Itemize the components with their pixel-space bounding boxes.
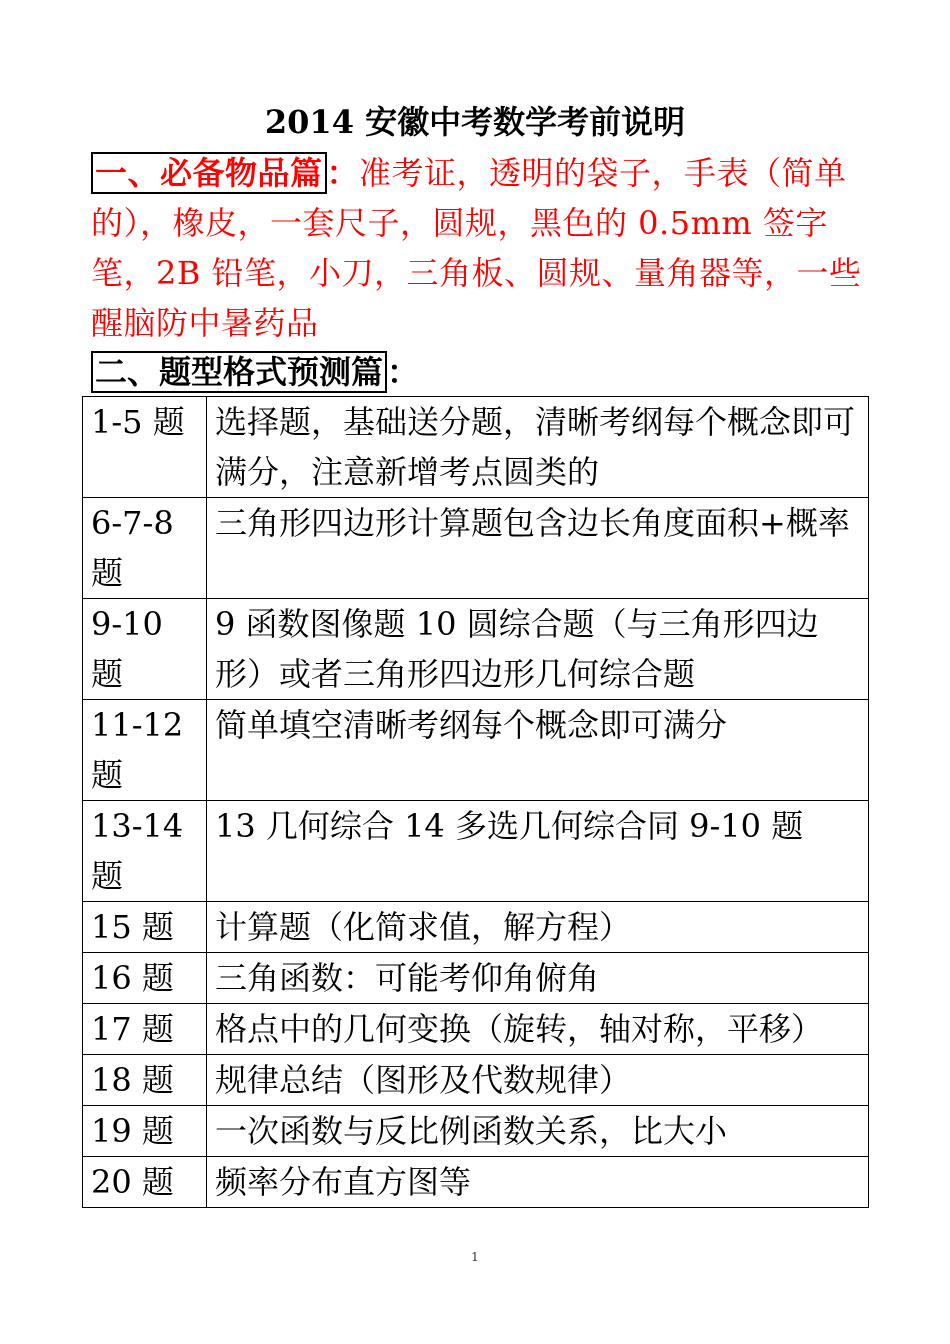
question-description-cell: 格点中的几何变换（旋转，轴对称，平移） — [207, 1004, 869, 1055]
question-description-cell: 频率分布直方图等 — [207, 1157, 869, 1208]
document-title: 2014 安徽中考数学考前说明 — [264, 103, 686, 141]
question-number-cell: 16 题 — [83, 953, 207, 1004]
question-description-cell: 规律总结（图形及代数规律） — [207, 1055, 869, 1106]
question-number-cell: 1-5 题 — [83, 397, 207, 498]
question-number-cell: 15 题 — [83, 902, 207, 953]
table-row — [83, 1055, 869, 1106]
question-number-cell: 13-14 题 — [83, 801, 207, 902]
question-description-cell: 13 几何综合 14 多选几何综合同 9-10 题 — [207, 801, 869, 902]
section-required-items-text: 准考证，透明的袋子，手表（简单的），橡皮，一套尺子，圆规，黑色的 0.5mm 签字笔，2B 铅笔，小刀，三角板、圆规、量角器等，一些醒脑防中暑药品 — [91, 154, 862, 342]
question-description-cell: 9 函数图像题 10 圆综合题（与三角形四边形）或者三角形四边形几何综合题 — [207, 599, 869, 700]
table-row — [83, 801, 869, 902]
table-row — [83, 599, 869, 700]
section-question-types — [91, 348, 419, 396]
question-number-cell: 18 题 — [83, 1055, 207, 1106]
table-row — [83, 1004, 869, 1055]
question-description-cell: 三角函数：可能考仰角俯角 — [207, 953, 869, 1004]
table-row — [83, 700, 869, 801]
question-description-cell: 三角形四边形计算题包含边长角度面积+概率 — [207, 498, 869, 599]
section-required-items-heading: 一、必备物品篇 — [91, 152, 327, 194]
question-types-table — [82, 396, 869, 1208]
table-row — [83, 953, 869, 1004]
table-row — [83, 498, 869, 599]
question-number-cell: 19 题 — [83, 1106, 207, 1157]
table-row — [83, 1106, 869, 1157]
section-required-items — [91, 148, 881, 348]
question-number-cell: 20 题 — [83, 1157, 207, 1208]
section-question-types-colon: ： — [387, 353, 420, 391]
table-row — [83, 1157, 869, 1208]
table-row — [83, 902, 869, 953]
question-description-cell: 选择题，基础送分题，清晰考纲每个概念即可满分，注意新增考点圆类的 — [207, 397, 869, 498]
page-number: 1 — [471, 1250, 479, 1264]
question-description-cell: 计算题（化简求值，解方程） — [207, 902, 869, 953]
section-question-types-heading: 二、题型格式预测篇 — [91, 351, 387, 393]
section-required-items-colon: ： — [326, 154, 360, 192]
table-row — [83, 397, 869, 498]
question-number-cell: 17 题 — [83, 1004, 207, 1055]
question-description-cell: 简单填空清晰考纲每个概念即可满分 — [207, 700, 869, 801]
question-number-cell: 11-12 题 — [83, 700, 207, 801]
question-description-cell: 一次函数与反比例函数关系，比大小 — [207, 1106, 869, 1157]
question-number-cell: 6-7-8 题 — [83, 498, 207, 599]
question-number-cell: 9-10 题 — [83, 599, 207, 700]
